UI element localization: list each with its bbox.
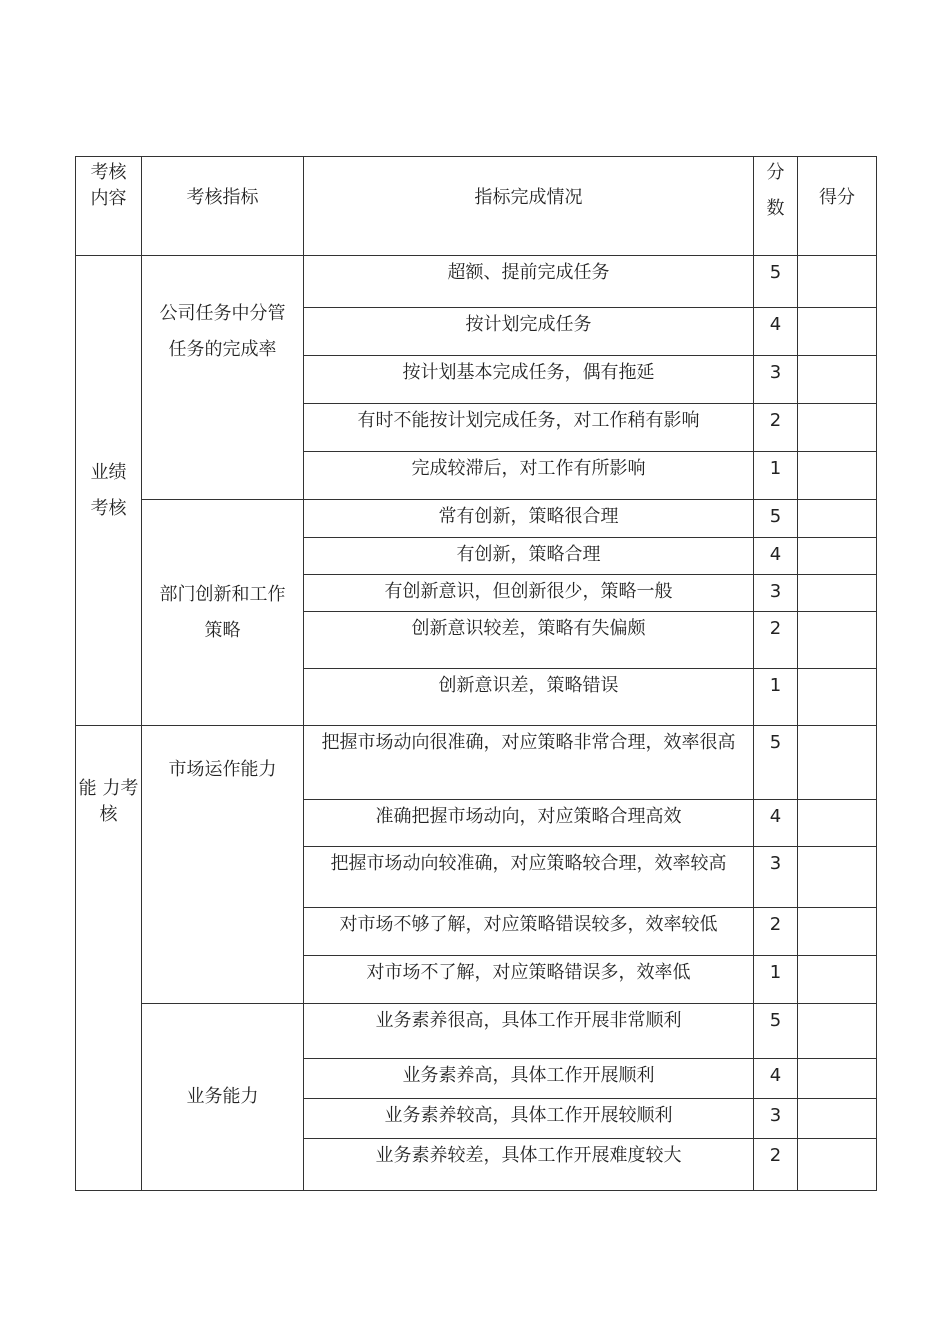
score-value: 4 <box>769 806 782 827</box>
score-cell <box>754 847 798 908</box>
score-cell <box>754 612 798 669</box>
got-score-cell[interactable] <box>798 669 877 726</box>
got-score-cell[interactable] <box>798 452 877 500</box>
score-value: 1 <box>769 458 782 479</box>
score-cell <box>754 1139 798 1191</box>
score-cell <box>754 452 798 500</box>
score-value: 4 <box>769 544 782 565</box>
score-cell <box>754 404 798 452</box>
completion-cell <box>304 308 754 356</box>
table-row <box>76 726 877 800</box>
completion-cell <box>304 726 754 800</box>
score-cell <box>754 500 798 538</box>
completion-text: 完成较滞后，对工作有所影响 <box>411 458 646 479</box>
indicator-label: 公司任务中分管 <box>159 303 286 324</box>
completion-cell <box>304 1099 754 1139</box>
completion-text: 业务素养较高，具体工作开展较顺利 <box>384 1105 673 1126</box>
category-cell <box>76 256 142 726</box>
table-row <box>76 256 877 308</box>
completion-text: 有创新，策略合理 <box>456 544 601 565</box>
got-score-cell[interactable] <box>798 356 877 404</box>
got-score-cell[interactable] <box>798 500 877 538</box>
completion-text: 超额、提前完成任务 <box>447 262 610 283</box>
completion-cell <box>304 847 754 908</box>
completion-text: 业务素养很高，具体工作开展非常顺利 <box>375 1010 682 1031</box>
header-got: 得分 <box>798 157 877 256</box>
score-cell <box>754 1099 798 1139</box>
got-score-cell[interactable] <box>798 956 877 1004</box>
completion-text: 常有创新，策略很合理 <box>438 506 619 527</box>
got-score-cell[interactable] <box>798 1059 877 1099</box>
completion-cell <box>304 1059 754 1099</box>
completion-text: 业务素养高，具体工作开展顺利 <box>402 1065 655 1086</box>
score-value: 5 <box>769 262 782 283</box>
score-value: 3 <box>769 581 782 602</box>
completion-cell <box>304 575 754 612</box>
got-score-cell[interactable] <box>798 404 877 452</box>
score-cell <box>754 1004 798 1059</box>
score-value: 3 <box>769 362 782 383</box>
got-score-cell[interactable] <box>798 538 877 575</box>
completion-cell <box>304 800 754 847</box>
score-value: 2 <box>769 1145 782 1166</box>
got-score-cell[interactable] <box>798 256 877 308</box>
completion-text: 准确把握市场动向，对应策略合理高效 <box>375 806 682 827</box>
score-value: 3 <box>769 1105 782 1126</box>
score-value: 5 <box>769 506 782 527</box>
got-score-cell[interactable] <box>798 800 877 847</box>
got-score-cell[interactable] <box>798 308 877 356</box>
completion-text: 对市场不够了解，对应策略错误较多，效率较低 <box>339 914 718 935</box>
got-score-cell[interactable] <box>798 1004 877 1059</box>
assessment-table <box>75 156 877 1191</box>
score-cell <box>754 800 798 847</box>
got-score-cell[interactable] <box>798 847 877 908</box>
completion-text: 创新意识较差，策略有失偏颇 <box>411 618 646 639</box>
score-cell <box>754 726 798 800</box>
completion-cell <box>304 1004 754 1059</box>
completion-cell <box>304 404 754 452</box>
completion-cell <box>304 256 754 308</box>
category-label: 能 力 <box>78 778 121 799</box>
score-cell <box>754 956 798 1004</box>
score-value: 2 <box>769 914 782 935</box>
category-cell <box>76 726 142 1191</box>
completion-text: 把握市场动向很准确，对应策略非常合理，效率很高 <box>321 732 736 753</box>
completion-cell <box>304 612 754 669</box>
header-content <box>76 157 142 256</box>
category-label: 业绩 <box>90 461 127 483</box>
got-score-cell[interactable] <box>798 726 877 800</box>
completion-cell <box>304 500 754 538</box>
got-score-cell[interactable] <box>798 612 877 669</box>
indicator-label: 策略 <box>204 619 241 641</box>
score-cell <box>754 256 798 308</box>
score-cell <box>754 308 798 356</box>
got-score-cell[interactable] <box>798 908 877 956</box>
score-value: 4 <box>769 314 782 335</box>
got-score-cell[interactable] <box>798 1099 877 1139</box>
score-value: 4 <box>769 1065 782 1086</box>
indicator-cell <box>142 256 304 500</box>
completion-text: 按计划完成任务 <box>465 314 592 335</box>
table-row <box>76 1004 877 1059</box>
category-label: 考核 <box>90 497 127 519</box>
completion-text: 有创新意识，但创新很少，策略一般 <box>384 581 673 602</box>
score-value: 2 <box>769 618 782 639</box>
header-score-line: 分 <box>766 162 785 183</box>
completion-text: 业务素养较差，具体工作开展难度较大 <box>375 1145 682 1166</box>
score-cell <box>754 538 798 575</box>
completion-text: 对市场不了解，对应策略错误多，效率低 <box>366 962 691 983</box>
score-cell <box>754 908 798 956</box>
completion-text: 按计划基本完成任务，偶有拖延 <box>402 362 655 383</box>
score-value: 2 <box>769 410 782 431</box>
indicator-label: 部门创新和工作 <box>159 583 286 605</box>
score-cell <box>754 575 798 612</box>
completion-text: 创新意识差，策略错误 <box>438 675 619 696</box>
score-cell <box>754 356 798 404</box>
got-score-cell[interactable] <box>798 1139 877 1191</box>
completion-cell <box>304 538 754 575</box>
score-value: 5 <box>769 732 782 753</box>
table-row <box>76 500 877 538</box>
indicator-label: 任务的完成率 <box>168 339 277 360</box>
header-row <box>76 157 877 256</box>
completion-text: 把握市场动向较准确，对应策略较合理，效率较高 <box>330 853 727 874</box>
score-value: 3 <box>769 853 782 874</box>
indicator-cell <box>142 726 304 1004</box>
score-cell <box>754 1059 798 1099</box>
header-score-line: 数 <box>766 198 785 219</box>
indicator-cell <box>142 500 304 726</box>
score-cell <box>754 669 798 726</box>
indicator-label: 业务能力 <box>186 1086 259 1107</box>
completion-cell <box>304 669 754 726</box>
completion-cell <box>304 956 754 1004</box>
completion-cell <box>304 1139 754 1191</box>
category-label: 考核 <box>99 778 139 825</box>
score-value: 1 <box>769 962 782 983</box>
got-score-cell[interactable] <box>798 575 877 612</box>
completion-cell <box>304 356 754 404</box>
indicator-cell <box>142 1004 304 1191</box>
score-value: 5 <box>769 1010 782 1031</box>
header-completion: 指标完成情况 <box>304 157 754 256</box>
header-score <box>754 157 798 256</box>
header-content-line: 考核 <box>90 162 127 183</box>
completion-cell <box>304 452 754 500</box>
completion-cell <box>304 908 754 956</box>
score-value: 1 <box>769 675 782 696</box>
header-content-line: 内容 <box>90 188 127 209</box>
completion-text: 有时不能按计划完成任务，对工作稍有影响 <box>357 410 700 431</box>
header-indicator: 考核指标 <box>142 157 304 256</box>
indicator-label: 市场运作能力 <box>168 759 277 780</box>
